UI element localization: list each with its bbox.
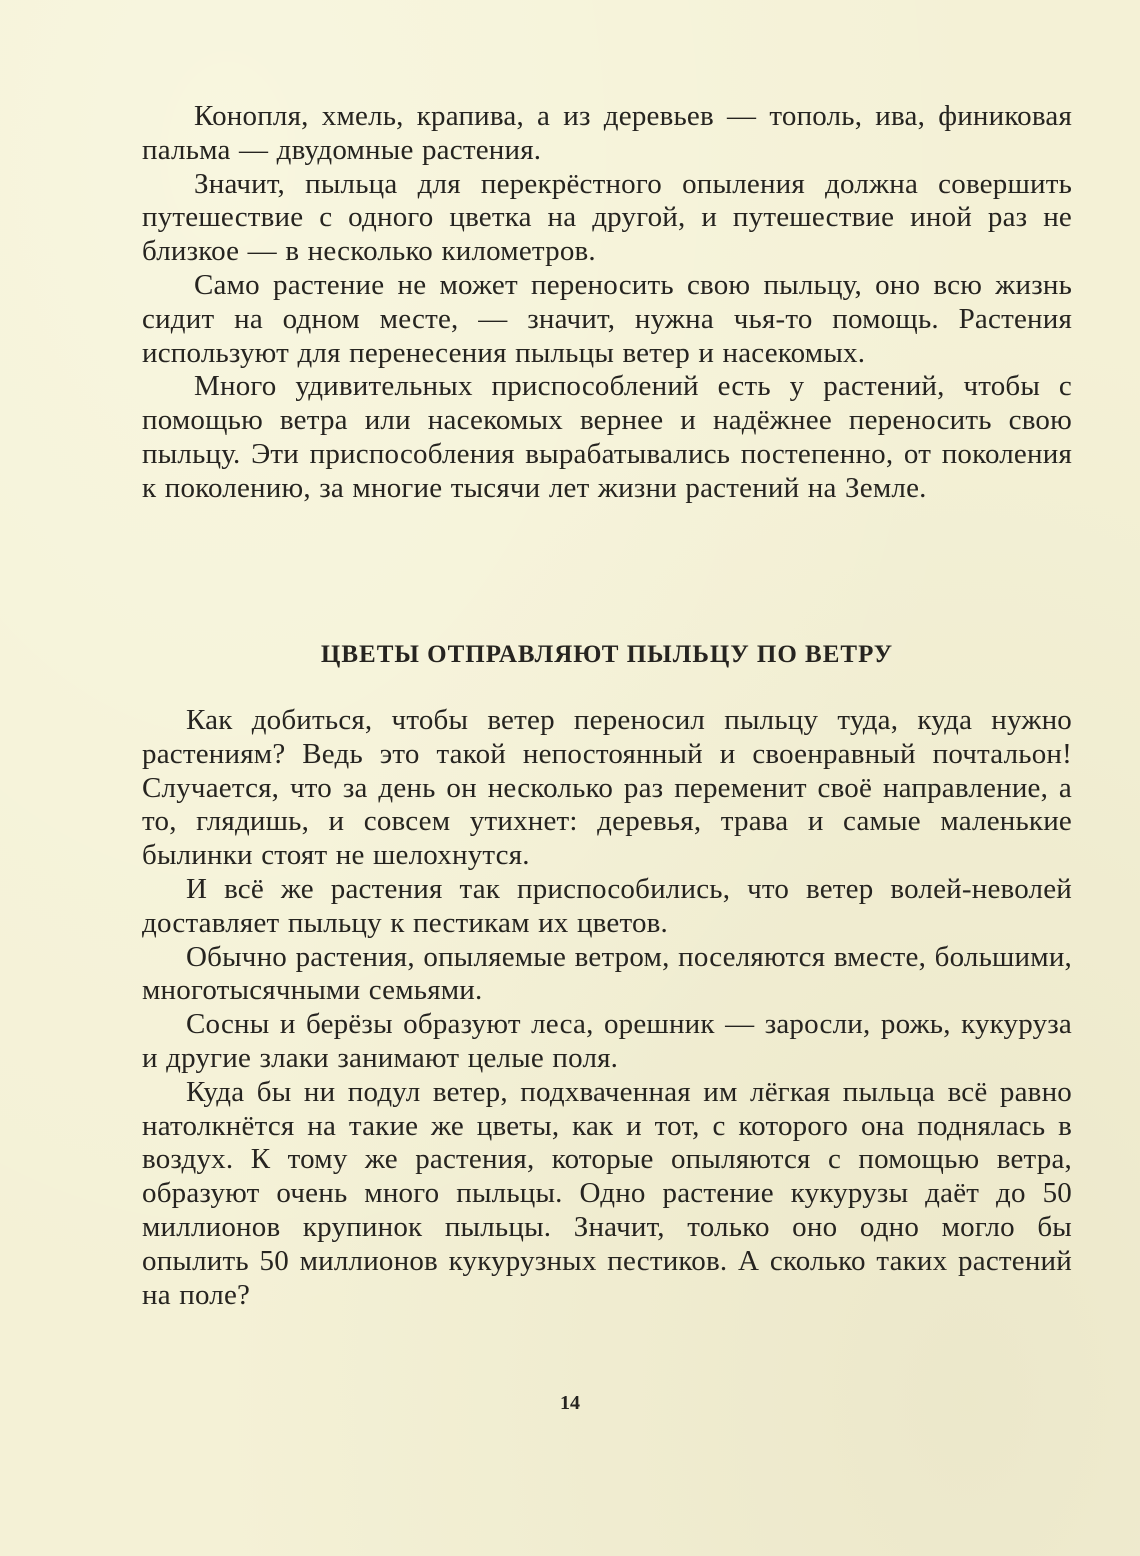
paragraph-dioecious-plants: Конопля, хмель, крапива, а из деревьев — тополь, ива, финиковая пальма — двудомные растения.: [142, 100, 1072, 166]
section-heading: ЦВЕТЫ ОТПРАВЛЯЮТ ПЫЛЬЦУ ПО ВЕТРУ: [320, 641, 894, 668]
paragraph-large-families: Обычно растения, опыляемые ветром, поселяются вместе, большими, многотысячными семьями.: [142, 940, 1072, 1007]
page-number: 14: [560, 1392, 580, 1414]
paragraph-pollen-journey: Значит, пыльца для перекрёстного опыления должна совершить путешествие с одного цветка на другой, и путешествие иной раз не близкое — в несколько километров.: [142, 167, 1072, 268]
text-column: [142, 100, 1072, 1311]
paragraph-adaptations: Много удивительных приспособлений есть у растений, чтобы с помощью ветра или насекомых вернее и надёжнее переносить свою пыльцу. Эти приспособления вырабатывались постепенно, от поколения к поколению, за многие тысячи лет жизни растений на Земле.: [142, 370, 1072, 504]
paragraph-plant-needs-help: Само растение не может переносить свою пыльцу, оно всю жизнь сидит на одном месте, — значит, нужна чья-то помощь. Растения используют для перенесения пыльцы ветер и насекомых.: [142, 268, 1072, 369]
paragraph-forests-fields: Сосны и берёзы образуют леса, орешник — заросли, рожь, кукуруза и другие злаки занимают целые поля.: [142, 1008, 1072, 1074]
paragraph-wind-postman: Как добиться, чтобы ветер переносил пыльцу туда, куда нужно растениям? Ведь это такой непостоянный и своенравный почтальон! Случается, что за день он несколько раз переменит своё направление, а то, глядишь, и совсем утихнет: деревья, трава и самые маленькие былинки стоят не шелохнутся.: [142, 704, 1072, 872]
paragraph-adapted-plants: И всё же растения так приспособились, что ветер волей-неволей доставляет пыльцу к пестикам их цветов.: [142, 872, 1072, 939]
paragraph-corn-pollen: Куда бы ни подул ветер, подхваченная им лёгкая пыльца всё равно натолкнётся на такие же цветы, как и тот, с которого она поднялась в воздух. К тому же растения, которые опыляются с помощью ветра, образуют очень много пыльцы. Одно растение кукурузы даёт до 50 миллионов крупинок пыльцы. Значит, только оно одно могло бы опылить 50 миллионов кукурузных пестиков. А сколько таких растений на поле?: [142, 1075, 1072, 1311]
section-wind-pollination: [142, 704, 1072, 1312]
